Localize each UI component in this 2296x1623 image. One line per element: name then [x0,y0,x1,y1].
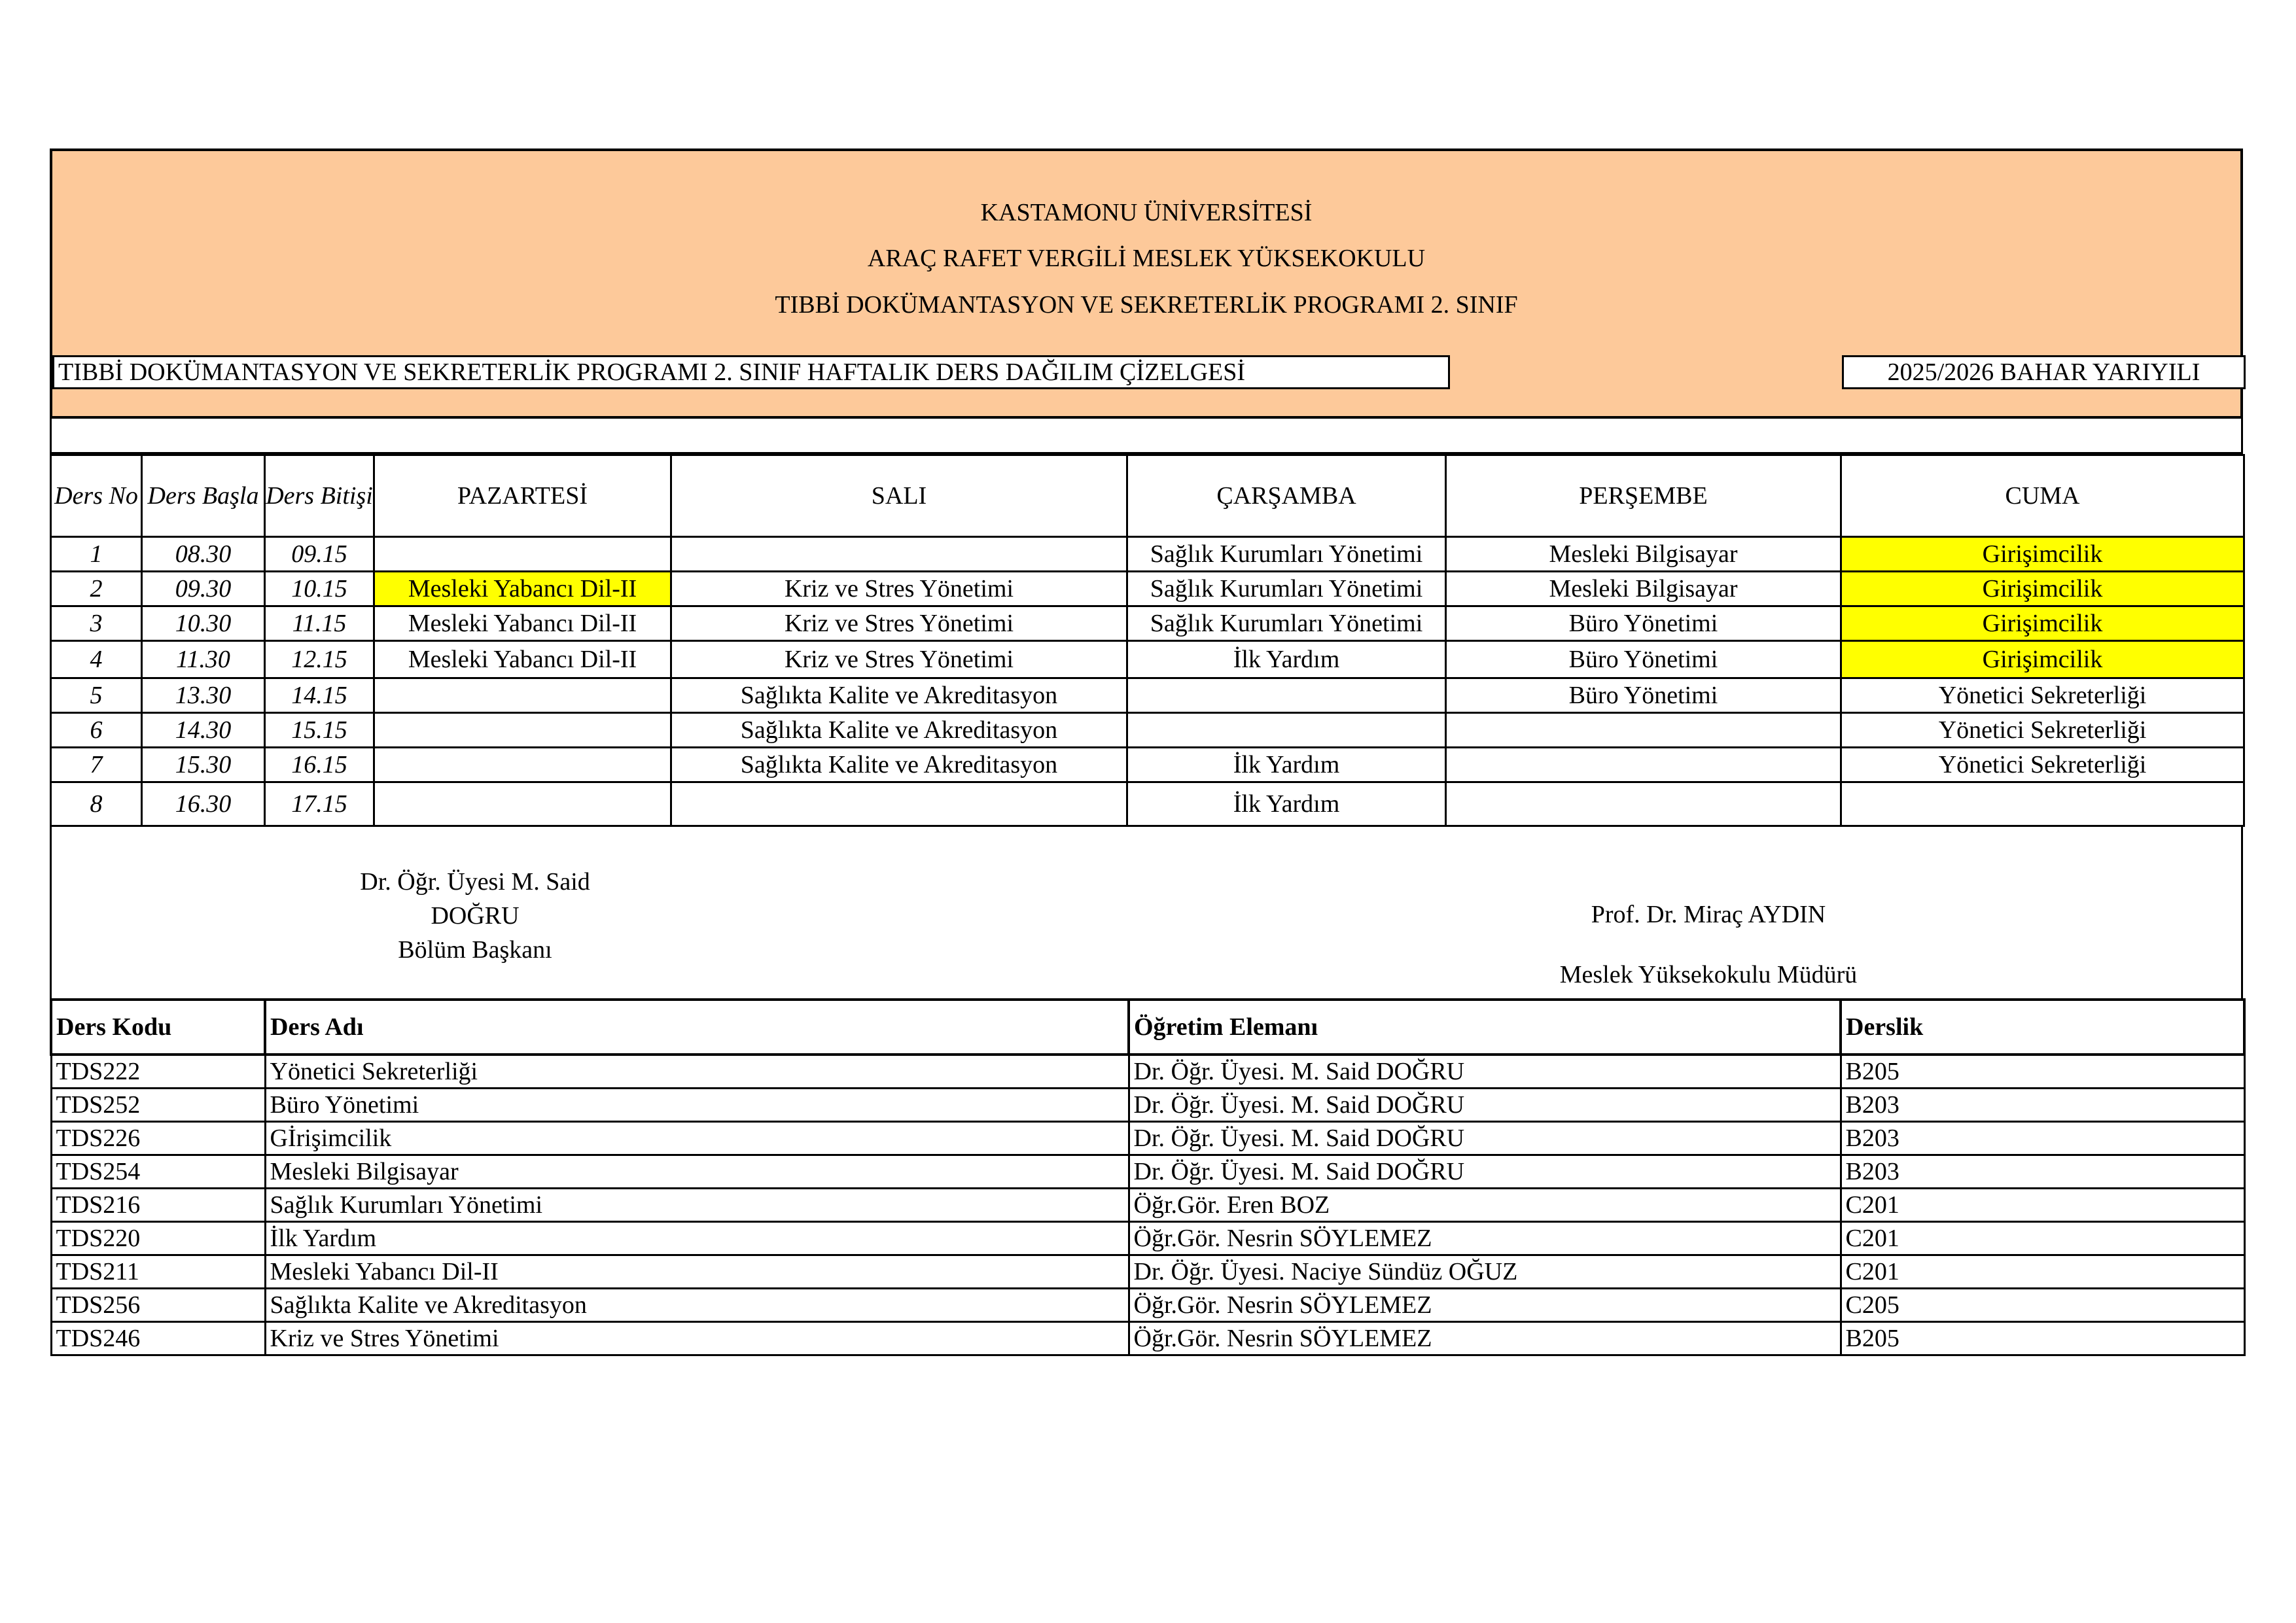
course-instructor: Öğr.Gör. Nesrin SÖYLEMEZ [1129,1322,1841,1355]
course-room: C201 [1841,1189,2244,1222]
schedule-cell: Kriz ve Stres Yönetimi [671,572,1127,606]
schedule-cell [374,713,671,748]
course-instructor: Dr. Öğr. Üyesi. M. Said DOĞRU [1129,1055,1841,1089]
schedule-row [51,572,2244,606]
lesson-start: 13.30 [142,678,265,713]
course-room: B203 [1841,1089,2244,1122]
lesson-no: 5 [51,678,142,713]
col-header-name: Ders Adı [265,1000,1129,1055]
lesson-start: 10.30 [142,606,265,641]
course-room: B205 [1841,1322,2244,1355]
course-room: B205 [1841,1055,2244,1089]
col-header-thursday: PERŞEMBE [1446,455,1841,537]
schedule-cell: Yönetici Sekreterliği [1841,713,2244,748]
course-code: TDS226 [51,1122,265,1155]
course-row [51,1055,2244,1089]
schedule-cell: Sağlıkta Kalite ve Akreditasyon [671,748,1127,782]
schedule-cell [1841,782,2244,826]
lesson-no: 8 [51,782,142,826]
course-code: TDS222 [51,1055,265,1089]
schedule-cell: Yönetici Sekreterliği [1841,748,2244,782]
signature-area [50,827,2243,998]
course-code: TDS254 [51,1155,265,1189]
lesson-end: 14.15 [265,678,374,713]
schedule-cell [374,748,671,782]
schedule-cell-highlighted: Girişimcilik [1841,572,2244,606]
course-instructor: Dr. Öğr. Üyesi. M. Said DOĞRU [1129,1122,1841,1155]
course-row [51,1289,2244,1322]
department-head-name-line2: DOĞRU [431,902,520,930]
col-header-start: Ders Başla [142,455,265,537]
schedule-cell [1127,678,1446,713]
schedule-row [51,782,2244,826]
col-header-instructor: Öğretim Elemanı [1129,1000,1841,1055]
lesson-end: 10.15 [265,572,374,606]
schedule-cell: İlk Yardım [1127,782,1446,826]
lesson-no: 1 [51,537,142,572]
lesson-start: 16.30 [142,782,265,826]
schedule-cell: Kriz ve Stres Yönetimi [671,641,1127,678]
course-row [51,1122,2244,1155]
lesson-start: 11.30 [142,641,265,678]
course-name: Kriz ve Stres Yönetimi [265,1322,1129,1355]
lesson-end: 15.15 [265,713,374,748]
schedule-cell: Mesleki Bilgisayar [1446,537,1841,572]
program-name: TIBBİ DOKÜMANTASYON VE SEKRETERLİK PROGRAMI 2. SINIF [775,291,1518,319]
course-instructor: Öğr.Gör. Nesrin SÖYLEMEZ [1129,1289,1841,1322]
col-header-monday: PAZARTESİ [374,455,671,537]
course-room: C201 [1841,1255,2244,1289]
course-instructor: Öğr.Gör. Nesrin SÖYLEMEZ [1129,1222,1841,1255]
lesson-end: 12.15 [265,641,374,678]
schedule-cell [1446,748,1841,782]
course-name: Büro Yönetimi [265,1089,1129,1122]
department-head-signature [347,865,603,967]
col-header-no: Ders No [51,455,142,537]
schedule-cell: Büro Yönetimi [1446,606,1841,641]
course-room: C201 [1841,1222,2244,1255]
department-head-name-line1: Dr. Öğr. Üyesi M. Said [360,868,590,896]
schedule-cell: Sağlıkta Kalite ve Akreditasyon [671,678,1127,713]
course-room: B203 [1841,1122,2244,1155]
course-instructor: Dr. Öğr. Üyesi. M. Said DOĞRU [1129,1089,1841,1122]
col-header-end: Ders Bitişi [265,455,374,537]
director-name: Prof. Dr. Miraç AYDIN [1591,901,1826,928]
schedule-cell: Sağlık Kurumları Yönetimi [1127,537,1446,572]
col-header-code: Ders Kodu [51,1000,265,1055]
lesson-start: 08.30 [142,537,265,572]
school-name: ARAÇ RAFET VERGİLİ MESLEK YÜKSEKOKULU [867,245,1426,272]
course-name: Gİrişimcilik [265,1122,1129,1155]
schedule-cell: Sağlık Kurumları Yönetimi [1127,606,1446,641]
lesson-end: 16.15 [265,748,374,782]
course-instructor: Dr. Öğr. Üyesi. Naciye Sündüz OĞUZ [1129,1255,1841,1289]
course-name: Yönetici Sekreterliği [265,1055,1129,1089]
schedule-row [51,713,2244,748]
course-name: Sağlık Kurumları Yönetimi [265,1189,1129,1222]
course-code: TDS211 [51,1255,265,1289]
course-room: B203 [1841,1155,2244,1189]
schedule-cell: Mesleki Bilgisayar [1446,572,1841,606]
course-code: TDS220 [51,1222,265,1255]
course-row [51,1189,2244,1222]
schedule-cell [1127,713,1446,748]
course-row [51,1089,2244,1122]
lesson-no: 3 [51,606,142,641]
schedule-cell: Büro Yönetimi [1446,641,1841,678]
schedule-cell [374,678,671,713]
lesson-start: 09.30 [142,572,265,606]
course-name: Sağlıkta Kalite ve Akreditasyon [265,1289,1129,1322]
course-row [51,1222,2244,1255]
schedule-row [51,641,2244,678]
schedule-cell: İlk Yardım [1127,641,1446,678]
schedule-cell: İlk Yardım [1127,748,1446,782]
weekly-schedule-table [50,454,2245,827]
header-block [50,148,2243,419]
schedule-cell: Mesleki Yabancı Dil-II [374,641,671,678]
col-header-wednesday: ÇARŞAMBA [1127,455,1446,537]
schedule-cell [374,782,671,826]
term-label: 2025/2026 BAHAR YARIYILI [1842,355,2246,389]
course-name: İlk Yardım [265,1222,1129,1255]
course-code: TDS246 [51,1322,265,1355]
lesson-end: 17.15 [265,782,374,826]
course-row [51,1322,2244,1355]
department-head-title: Bölüm Başkanı [398,936,552,964]
schedule-cell [671,782,1127,826]
schedule-header-row [51,455,2244,537]
course-name: Mesleki Yabancı Dil-II [265,1255,1129,1289]
university-name: KASTAMONU ÜNİVERSİTESİ [980,199,1313,226]
lesson-no: 4 [51,641,142,678]
course-code: TDS252 [51,1089,265,1122]
lesson-no: 2 [51,572,142,606]
schedule-cell [1446,782,1841,826]
schedule-title: TIBBİ DOKÜMANTASYON VE SEKRETERLİK PROGRAMI 2. SINIF HAFTALIK DERS DAĞILIM ÇİZELGESİ [52,355,1450,389]
schedule-cell [671,537,1127,572]
course-list-table [50,998,2246,1356]
schedule-row [51,748,2244,782]
schedule-cell: Büro Yönetimi [1446,678,1841,713]
schedule-cell: Kriz ve Stres Yönetimi [671,606,1127,641]
schedule-cell: Yönetici Sekreterliği [1841,678,2244,713]
course-code: TDS216 [51,1189,265,1222]
col-header-friday: CUMA [1841,455,2244,537]
lesson-start: 15.30 [142,748,265,782]
schedule-cell [374,537,671,572]
col-header-room: Derslik [1841,1000,2244,1055]
schedule-cell-highlighted: Girişimcilik [1841,537,2244,572]
course-instructor: Öğr.Gör. Eren BOZ [1129,1189,1841,1222]
schedule-row [51,606,2244,641]
schedule-cell-highlighted: Mesleki Yabancı Dil-II [374,572,671,606]
course-room: C205 [1841,1289,2244,1322]
lesson-start: 14.30 [142,713,265,748]
spacer-row [50,419,2243,454]
course-instructor: Dr. Öğr. Üyesi. M. Said DOĞRU [1129,1155,1841,1189]
lesson-end: 09.15 [265,537,374,572]
lesson-no: 6 [51,713,142,748]
schedule-cell-highlighted: Girişimcilik [1841,606,2244,641]
schedule-cell: Sağlık Kurumları Yönetimi [1127,572,1446,606]
director-title: Meslek Yüksekokulu Müdürü [1559,961,1858,988]
lesson-end: 11.15 [265,606,374,641]
schedule-cell: Mesleki Yabancı Dil-II [374,606,671,641]
course-code: TDS256 [51,1289,265,1322]
course-name: Mesleki Bilgisayar [265,1155,1129,1189]
course-list-header [51,1000,2244,1055]
course-row [51,1155,2244,1189]
schedule-sheet [50,148,2243,1356]
course-row [51,1255,2244,1289]
schedule-cell [1446,713,1841,748]
schedule-cell-highlighted: Girişimcilik [1841,641,2244,678]
col-header-tuesday: SALI [671,455,1127,537]
schedule-row [51,537,2244,572]
schedule-cell: Sağlıkta Kalite ve Akreditasyon [671,713,1127,748]
lesson-no: 7 [51,748,142,782]
schedule-row [51,678,2244,713]
